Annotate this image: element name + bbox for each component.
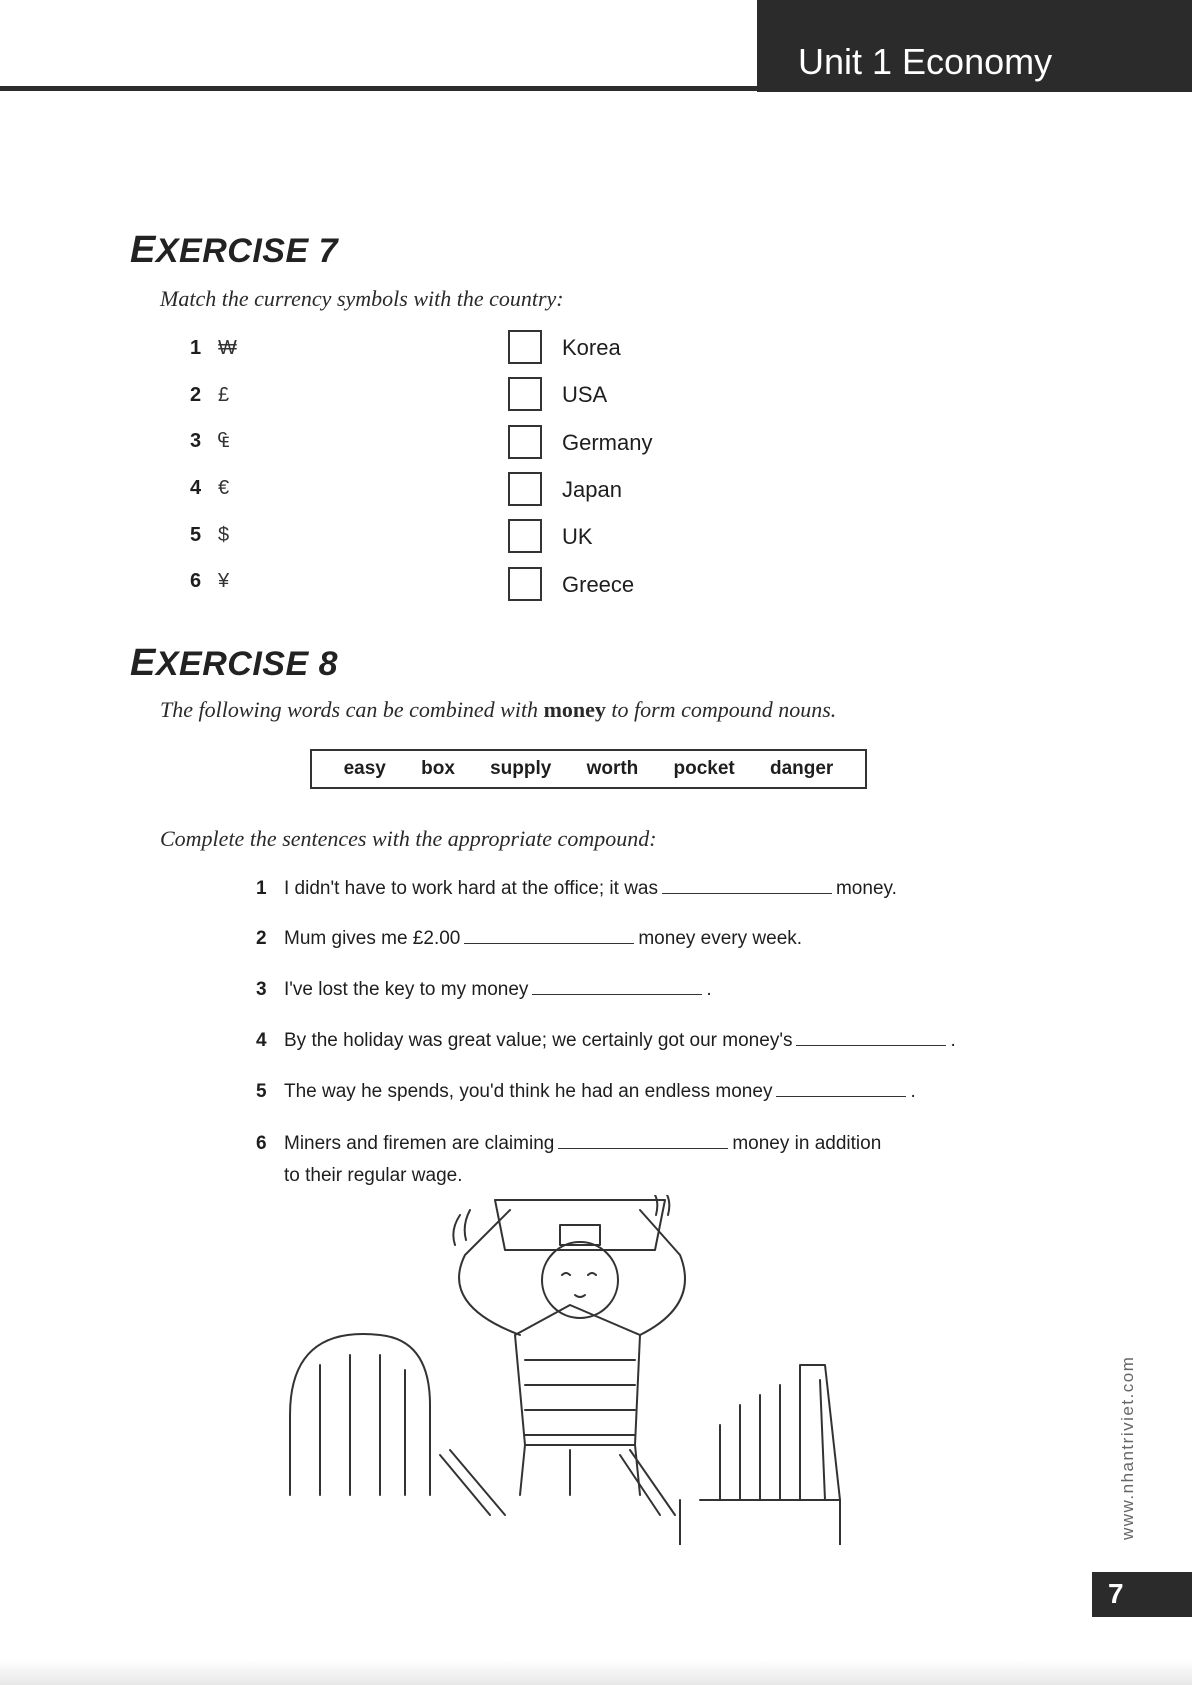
currency-item: 4 € — [190, 477, 230, 499]
sentence-continuation: to their regular wage. — [284, 1165, 463, 1186]
word-box — [310, 749, 867, 789]
answer-blank[interactable] — [776, 1078, 906, 1097]
desk-drawing — [680, 1500, 840, 1545]
exercise-8-heading: EXERCISE 8 — [130, 642, 338, 684]
exercise-8-instruction: The following words can be combined with money to form compound nouns. — [160, 697, 837, 722]
country-option: UK — [508, 519, 748, 557]
answer-checkbox[interactable] — [508, 519, 542, 553]
shirt-stripes — [525, 1360, 635, 1435]
exercise-7-heading: EXERCISE 7 — [130, 229, 338, 271]
answer-checkbox[interactable] — [508, 567, 542, 601]
books-drawing — [700, 1365, 840, 1500]
sentence: 2 Mum gives me £2.00 money every week. — [256, 925, 802, 952]
shirt-drawing — [515, 1305, 640, 1445]
face-drawing — [562, 1273, 596, 1297]
word-item: pocket — [673, 758, 735, 779]
currency-item: 5 $ — [190, 524, 230, 546]
page-number: 7 — [1108, 1578, 1124, 1609]
chair-drawing — [290, 1334, 430, 1495]
currency-item: 6 ¥ — [190, 570, 230, 592]
sentence: 1 I didn't have to work hard at the office; it was money. — [256, 875, 897, 902]
answer-checkbox[interactable] — [508, 472, 542, 506]
sentence: 3 I've lost the key to my money . — [256, 976, 712, 1003]
answer-blank[interactable] — [662, 875, 832, 894]
currency-item: 2 £ — [190, 384, 230, 406]
page-number-box — [1092, 1572, 1192, 1617]
country-option: Korea — [508, 330, 748, 368]
page-bottom-shade — [0, 1660, 1192, 1685]
word-item: worth — [586, 758, 639, 779]
currency-item: 3 ₠ — [190, 430, 230, 452]
word-item: easy — [343, 758, 386, 779]
country-option: Japan — [508, 472, 748, 510]
country-option: Germany — [508, 425, 748, 463]
boy-with-money-box-illustration — [280, 1195, 920, 1545]
word-item: danger — [769, 758, 834, 779]
unit-title: Unit 1 Economy — [798, 41, 1053, 82]
answer-blank[interactable] — [464, 925, 634, 944]
answer-checkbox[interactable] — [508, 330, 542, 364]
word-item: box — [421, 758, 455, 779]
answer-checkbox[interactable] — [508, 377, 542, 411]
answer-blank[interactable] — [796, 1027, 946, 1046]
complete-instruction: Complete the sentences with the appropriate compound: — [160, 826, 657, 851]
country-option: USA — [508, 377, 748, 415]
country-option: Greece — [508, 567, 748, 605]
currency-item: 1 ₩ — [190, 337, 237, 359]
sentence: 5 The way he spends, you'd think he had an endless money . — [256, 1078, 916, 1105]
word-item: supply — [490, 758, 552, 779]
answer-blank[interactable] — [558, 1130, 728, 1149]
answer-blank[interactable] — [532, 976, 702, 995]
sentence: 6 Miners and firemen are claiming money in addition — [256, 1130, 881, 1157]
head-drawing — [542, 1242, 618, 1318]
website-url: www.nhantriviet.com — [1118, 1355, 1137, 1540]
legs-drawing — [520, 1445, 640, 1495]
sentence: 4 By the holiday was great value; we certainly got our money's . — [256, 1027, 956, 1054]
exercise-7-instruction: Match the currency symbols with the country: — [160, 286, 564, 311]
motion-lines — [453, 1195, 669, 1245]
answer-checkbox[interactable] — [508, 425, 542, 459]
